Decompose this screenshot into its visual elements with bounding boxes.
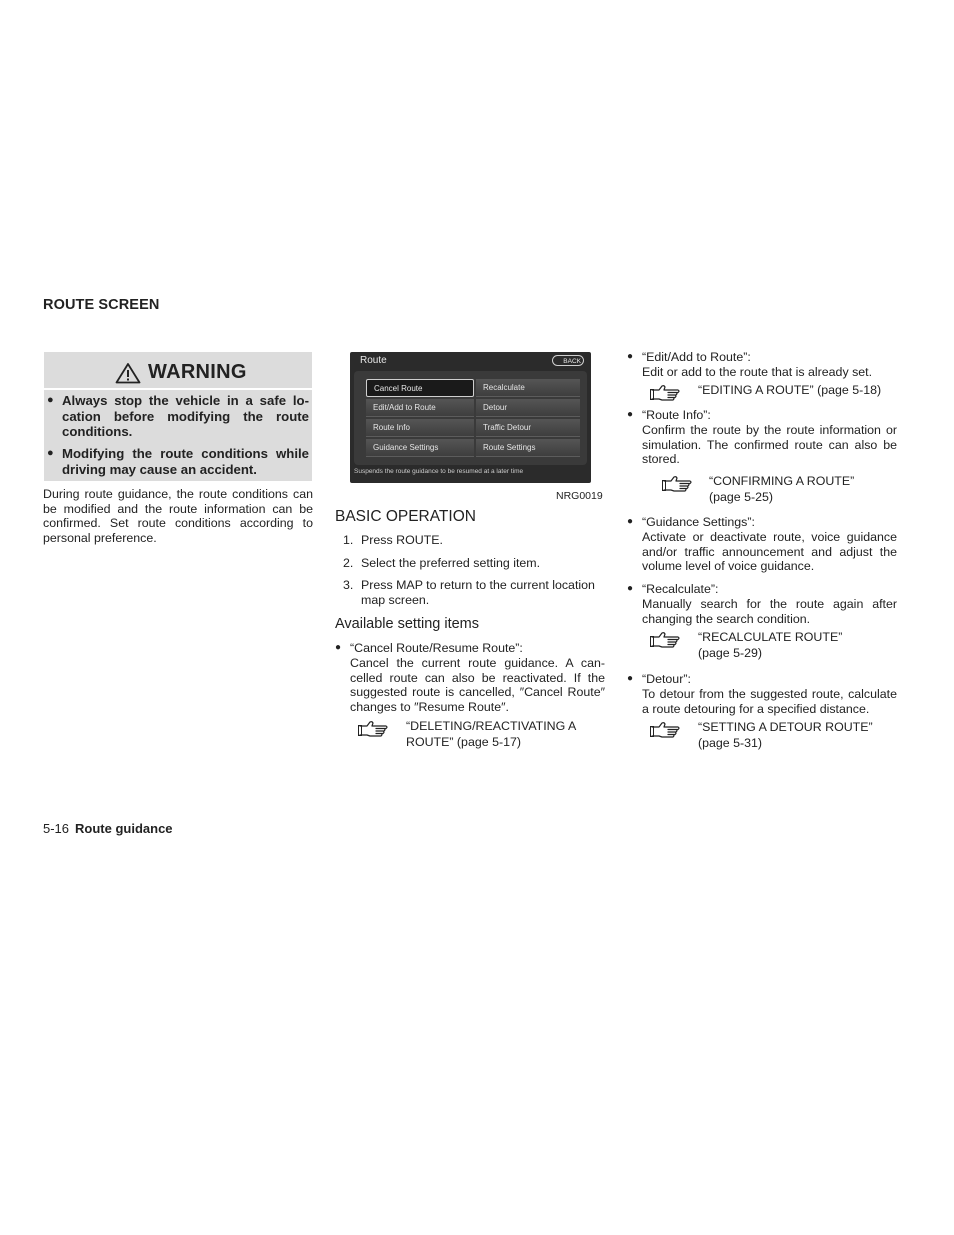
step-item [343, 556, 609, 572]
setting-item-desc: Cancel the current route guidance. A can-celled route can also be reactivated. If the suggested route is cancelled, ″Cancel Route″ changes to ″Resume Route″. [350, 656, 605, 714]
step-number: 1. [343, 533, 354, 547]
reference-text[interactable]: “EDITING A ROUTE” (page 5-18) [698, 383, 882, 397]
step-item [343, 533, 609, 549]
menu-item-cancel-route[interactable]: Cancel Route [366, 379, 474, 397]
step-item [343, 578, 609, 610]
setting-item-title: “Detour”: [642, 672, 691, 686]
setting-item [335, 641, 607, 717]
bullet-icon: ● [47, 394, 54, 406]
setting-item [627, 350, 899, 380]
reference [358, 719, 608, 753]
setting-item [627, 582, 899, 628]
bullet-icon: ● [627, 516, 634, 527]
setting-item-desc: Edit or add to the route that is already set. [642, 365, 873, 379]
menu-item-traffic-detour[interactable]: Traffic Detour [476, 419, 580, 437]
setting-item-title: “Recalculate”: [642, 582, 719, 596]
page-footer [43, 821, 173, 836]
bullet-icon: ● [627, 583, 634, 594]
warning-item-text: Modifying the route conditions while driving may cause an accident. [62, 446, 309, 477]
reference [650, 383, 900, 403]
setting-item [627, 515, 899, 577]
available-heading: Available setting items [335, 616, 480, 632]
menu-item-guidance-settings[interactable]: Guidance Settings [366, 439, 474, 457]
pointing-hand-icon [358, 720, 390, 740]
reference-text[interactable]: “CONFIRMING A ROUTE” (page 5-25) [709, 474, 855, 504]
reference [662, 474, 900, 508]
setting-item-desc: Activate or deactivate route, voice guidance and/or traffic announcement and adjust the volume level of voice guidance. [642, 530, 897, 574]
menu-item-route-info[interactable]: Route Info [366, 419, 474, 437]
setting-item [627, 672, 899, 718]
reference-text[interactable]: “RECALCULATE ROUTE” (page 5-29) [698, 630, 843, 660]
screen-status-text: Suspends the route guidance to be resumed at a later time [354, 468, 524, 475]
step-number: 2. [343, 556, 354, 570]
bullet-icon: ● [627, 673, 634, 684]
setting-item-title: “Guidance Settings”: [642, 515, 755, 529]
warning-header [44, 352, 312, 390]
warning-box [44, 352, 312, 481]
setting-item-desc: To detour from the suggested route, calculate a route detouring for a specified distance. [642, 687, 897, 716]
setting-item-desc: Confirm the route by the route information or simulation. The confirmed route can also be stored. [642, 423, 897, 467]
step-text: Select the preferred setting item. [361, 556, 541, 570]
setting-item [627, 408, 899, 470]
bullet-icon: ● [627, 351, 634, 362]
setting-item-desc: Manually search for the route again after changing the search condition. [642, 597, 897, 626]
menu-item-recalculate[interactable]: Recalculate [476, 379, 580, 397]
menu-item-detour[interactable]: Detour [476, 399, 580, 417]
bullet-icon: ● [47, 447, 54, 459]
warning-label: WARNING [148, 361, 247, 383]
image-caption: NRG0019 [556, 490, 603, 502]
menu-item-edit-add-route[interactable]: Edit/Add to Route [366, 399, 474, 417]
reference-text[interactable]: “SETTING A DETOUR ROUTE” (page 5-31) [698, 720, 873, 750]
menu-panel [354, 371, 587, 465]
back-button[interactable]: BACK [552, 355, 584, 366]
bullet-icon: ● [627, 409, 634, 420]
screen-title: Route [360, 355, 387, 366]
reference [650, 630, 900, 664]
warning-item-text: Always stop the vehicle in a safe lo-cation before modifying the route conditions. [62, 393, 309, 439]
warning-triangle-icon [115, 362, 141, 384]
bullet-icon: ● [335, 642, 342, 653]
setting-item-title: “Route Info”: [642, 408, 711, 422]
menu-item-route-settings[interactable]: Route Settings [476, 439, 580, 457]
pointing-hand-icon [650, 631, 682, 651]
footer-section-title: Route guidance [75, 821, 173, 836]
step-number: 3. [343, 578, 354, 592]
pointing-hand-icon [650, 384, 682, 404]
section-title: ROUTE SCREEN [43, 297, 160, 313]
reference-text[interactable]: “DELETING/REACTIVATING A ROUTE” (page 5-17) [406, 719, 576, 749]
setting-item-title: “Edit/Add to Route”: [642, 350, 751, 364]
intro-paragraph: During route guidance, the route conditions can be modified and the route information can be confirmed. Set route conditions according to personal preference. [43, 487, 313, 545]
step-text: Press ROUTE. [361, 533, 443, 547]
route-screen-image [350, 352, 591, 483]
basic-operation-heading: BASIC OPERATION [335, 508, 476, 525]
page-number: 5-16 [43, 821, 70, 836]
pointing-hand-icon [662, 475, 694, 495]
pointing-hand-icon [650, 721, 682, 741]
reference [650, 720, 900, 754]
setting-item-title: “Cancel Route/Resume Route”: [350, 641, 523, 655]
step-text: Press MAP to return to the current location map screen. [361, 578, 595, 607]
